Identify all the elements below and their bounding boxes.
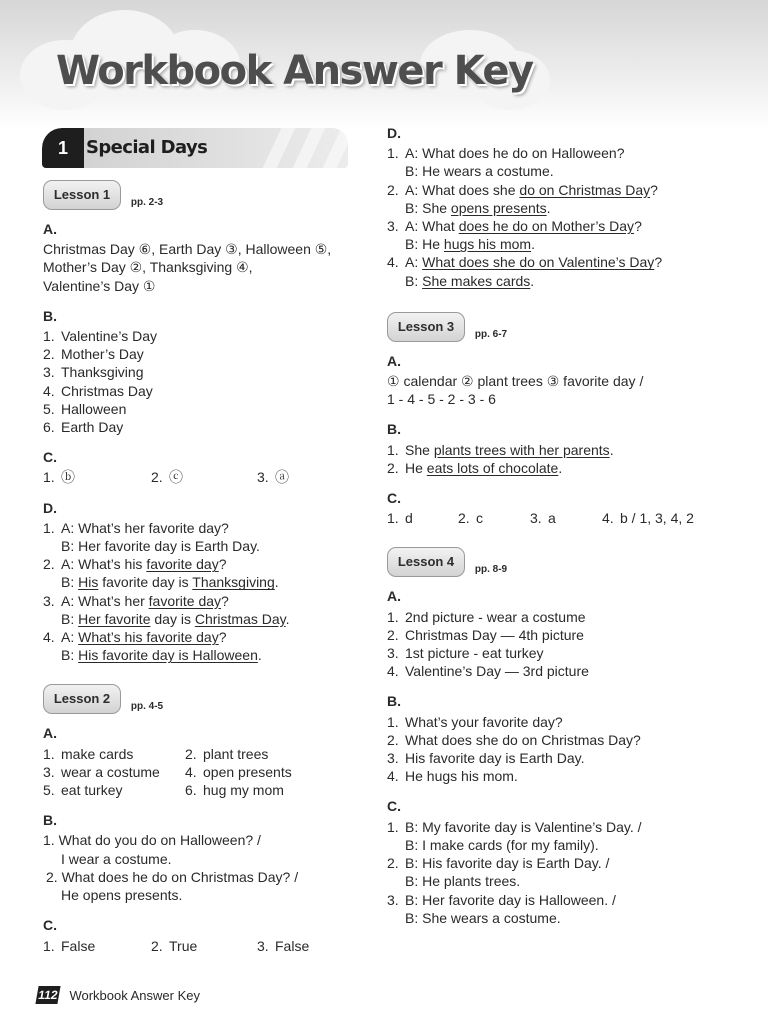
l1-c-row (43, 468, 363, 486)
l4-b-item: 1. What’s your favorite day? (387, 713, 563, 730)
l1-d-question: 4. A: What’s his favorite day? (43, 629, 227, 646)
l1-d-answer: B: His favorite day is Halloween. (61, 647, 262, 664)
l4-a-item: 3. 1st picture - eat turkey (387, 645, 544, 662)
l1-a-line: Christmas Day ⑥, Earth Day ③, Halloween ⑤, (43, 241, 332, 258)
l1-section-b-head: B. (43, 307, 57, 324)
l2-c-item: 2. True (151, 937, 198, 954)
l2-c-row (43, 937, 363, 955)
footer-title: Workbook Answer Key (69, 987, 200, 1003)
l2-b-line: 2. What does he do on Christmas Day? / (46, 868, 299, 885)
l2-d-question: 3. A: What does he do on Mother’s Day? (387, 218, 642, 235)
l1-b-item: 2. Mother’s Day (43, 346, 144, 363)
l2-a-item: 2. plant trees (185, 745, 269, 762)
lesson-2-pages: pp. 4-5 (130, 701, 164, 713)
l2-section-a-head: A. (43, 725, 57, 742)
l3-c-row (387, 509, 747, 527)
l4-b-item: 2. What does she do on Christmas Day? (387, 731, 641, 748)
banner-stripe (263, 128, 296, 168)
right-column (387, 124, 747, 927)
l4-b-item: 4. He hugs his mom. (387, 768, 518, 785)
l4-section-a-head: A. (387, 588, 401, 605)
lesson-1-badge: Lesson 1 (43, 180, 121, 210)
l4-c-line: 2. B: His favorite day is Earth Day. / (387, 855, 610, 872)
lesson-1-pages: pp. 2-3 (130, 196, 164, 208)
l1-d-question: 2. A: What’s his favorite day? (43, 556, 227, 573)
l4-c-line: 1. B: My favorite day is Valentine’s Day. / (387, 818, 642, 835)
left-column (43, 180, 363, 955)
lesson-2-badge: Lesson 2 (43, 684, 121, 714)
l2-section-d-head: D. (387, 125, 401, 141)
unit-number: 1 (42, 128, 84, 168)
l1-c-item: 2. ⓒ (151, 469, 183, 486)
l1-section-a-head: A. (43, 221, 57, 237)
l3-c-item: 4. b / 1, 3, 4, 2 (602, 510, 694, 527)
l3-b-item: 1. She plants trees with her parents. (387, 441, 614, 458)
l3-c-item: 2. c (458, 510, 483, 527)
l2-b-line: I wear a costume. (61, 850, 172, 867)
lesson-3-pages: pp. 6-7 (474, 328, 508, 340)
l4-a-item: 4. Valentine’s Day — 3rd picture (387, 663, 589, 680)
l2-a-item: 3. wear a costume (43, 763, 160, 780)
l2-section-b-head: B. (43, 812, 57, 829)
l2-a-row (43, 763, 363, 781)
l3-c-item: 3. a (530, 510, 556, 527)
l4-b-item: 3. His favorite day is Earth Day. (387, 750, 585, 767)
l2-d-answer: B: She makes cards. (405, 272, 535, 289)
l1-section-d-head: D. (43, 499, 57, 516)
l3-section-a-head: A. (387, 352, 401, 369)
l1-a-line: Mother’s Day ②, Thanksgiving ④, (43, 259, 253, 276)
l2-d-question: 1. A: What does he do on Halloween? (387, 145, 625, 162)
lesson-2-header (43, 684, 363, 714)
l2-d-question: 2. A: What does she do on Christmas Day? (387, 181, 658, 198)
l2-a-item: 5. eat turkey (43, 782, 123, 799)
l3-b-item: 2. He eats lots of chocolate. (387, 459, 563, 476)
lesson-3-badge: Lesson 3 (387, 312, 465, 342)
l1-d-question: 1. A: What’s her favorite day? (43, 519, 229, 536)
l1-section-c-head: C. (43, 449, 57, 466)
l2-b-line: He opens presents. (61, 887, 183, 904)
l3-a-line: 1 - 4 - 5 - 2 - 3 - 6 (387, 391, 496, 408)
lesson-4-header (387, 547, 747, 577)
l2-section-c-head: C. (43, 917, 57, 934)
l2-a-item: 4. open presents (185, 763, 292, 780)
l4-c-line: 3. B: Her favorite day is Halloween. / (387, 891, 616, 908)
lesson-4-badge: Lesson 4 (387, 547, 465, 577)
l1-b-item: 6. Earth Day (43, 419, 124, 436)
l4-section-b-head: B. (387, 693, 401, 710)
l1-b-item: 1. Valentine’s Day (43, 328, 157, 345)
l4-c-line: B: I make cards (for my family). (405, 836, 599, 853)
l4-a-item: 2. Christmas Day — 4th picture (387, 626, 584, 643)
l2-d-answer: B: He hugs his mom. (405, 236, 535, 253)
l1-d-question: 3. A: What’s her favorite day? (43, 592, 229, 609)
unit-title: Special Days (86, 137, 208, 158)
l1-b-item: 5. Halloween (43, 400, 127, 417)
l4-c-line: B: He plants trees. (405, 873, 521, 890)
unit-banner (42, 128, 348, 168)
l3-a-line: ① calendar ② plant trees ③ favorite day / (387, 373, 644, 390)
banner-stripe (293, 128, 326, 168)
l1-d-answer: B: Her favorite day is Christmas Day. (61, 610, 290, 627)
l2-b-line: 1. What do you do on Halloween? / (43, 832, 261, 849)
lesson-3-header (387, 312, 747, 342)
l1-d-answer: B: Her favorite day is Earth Day. (61, 538, 260, 555)
l3-section-c-head: C. (387, 490, 401, 507)
l2-d-answer: B: He wears a costume. (405, 163, 554, 180)
l3-c-item: 1. d (387, 510, 413, 527)
l1-d-answer: B: His favorite day is Thanksgiving. (61, 574, 279, 591)
l2-a-item: 1. make cards (43, 745, 134, 762)
l3-section-b-head: B. (387, 421, 401, 438)
l2-a-row (43, 781, 363, 799)
l1-c-item: 3. ⓐ (257, 469, 289, 486)
l1-b-item: 4. Christmas Day (43, 382, 153, 399)
l2-d-question: 4. A: What does she do on Valentine’s Day? (387, 254, 663, 271)
l4-a-item: 1. 2nd picture - wear a costume (387, 608, 586, 625)
l2-d-answer: B: She opens presents. (405, 199, 551, 216)
l1-a-line: Valentine’s Day ① (43, 277, 156, 294)
l2-a-item: 6. hug my mom (185, 782, 284, 799)
footer (37, 986, 200, 1006)
page-number: 112 (37, 988, 59, 1002)
lesson-1-header (43, 180, 363, 210)
lesson-4-pages: pp. 8-9 (474, 564, 508, 576)
l2-c-item: 1. False (43, 937, 96, 954)
l2-a-row (43, 745, 363, 763)
l4-section-c-head: C. (387, 798, 401, 815)
l1-b-item: 3. Thanksgiving (43, 364, 144, 381)
l4-c-line: B: She wears a costume. (405, 909, 561, 926)
page-title: Workbook Answer Key (56, 48, 533, 94)
l2-c-item: 3. False (257, 937, 310, 954)
banner-stripe (323, 128, 348, 168)
l1-c-item: 1. ⓑ (43, 469, 75, 486)
